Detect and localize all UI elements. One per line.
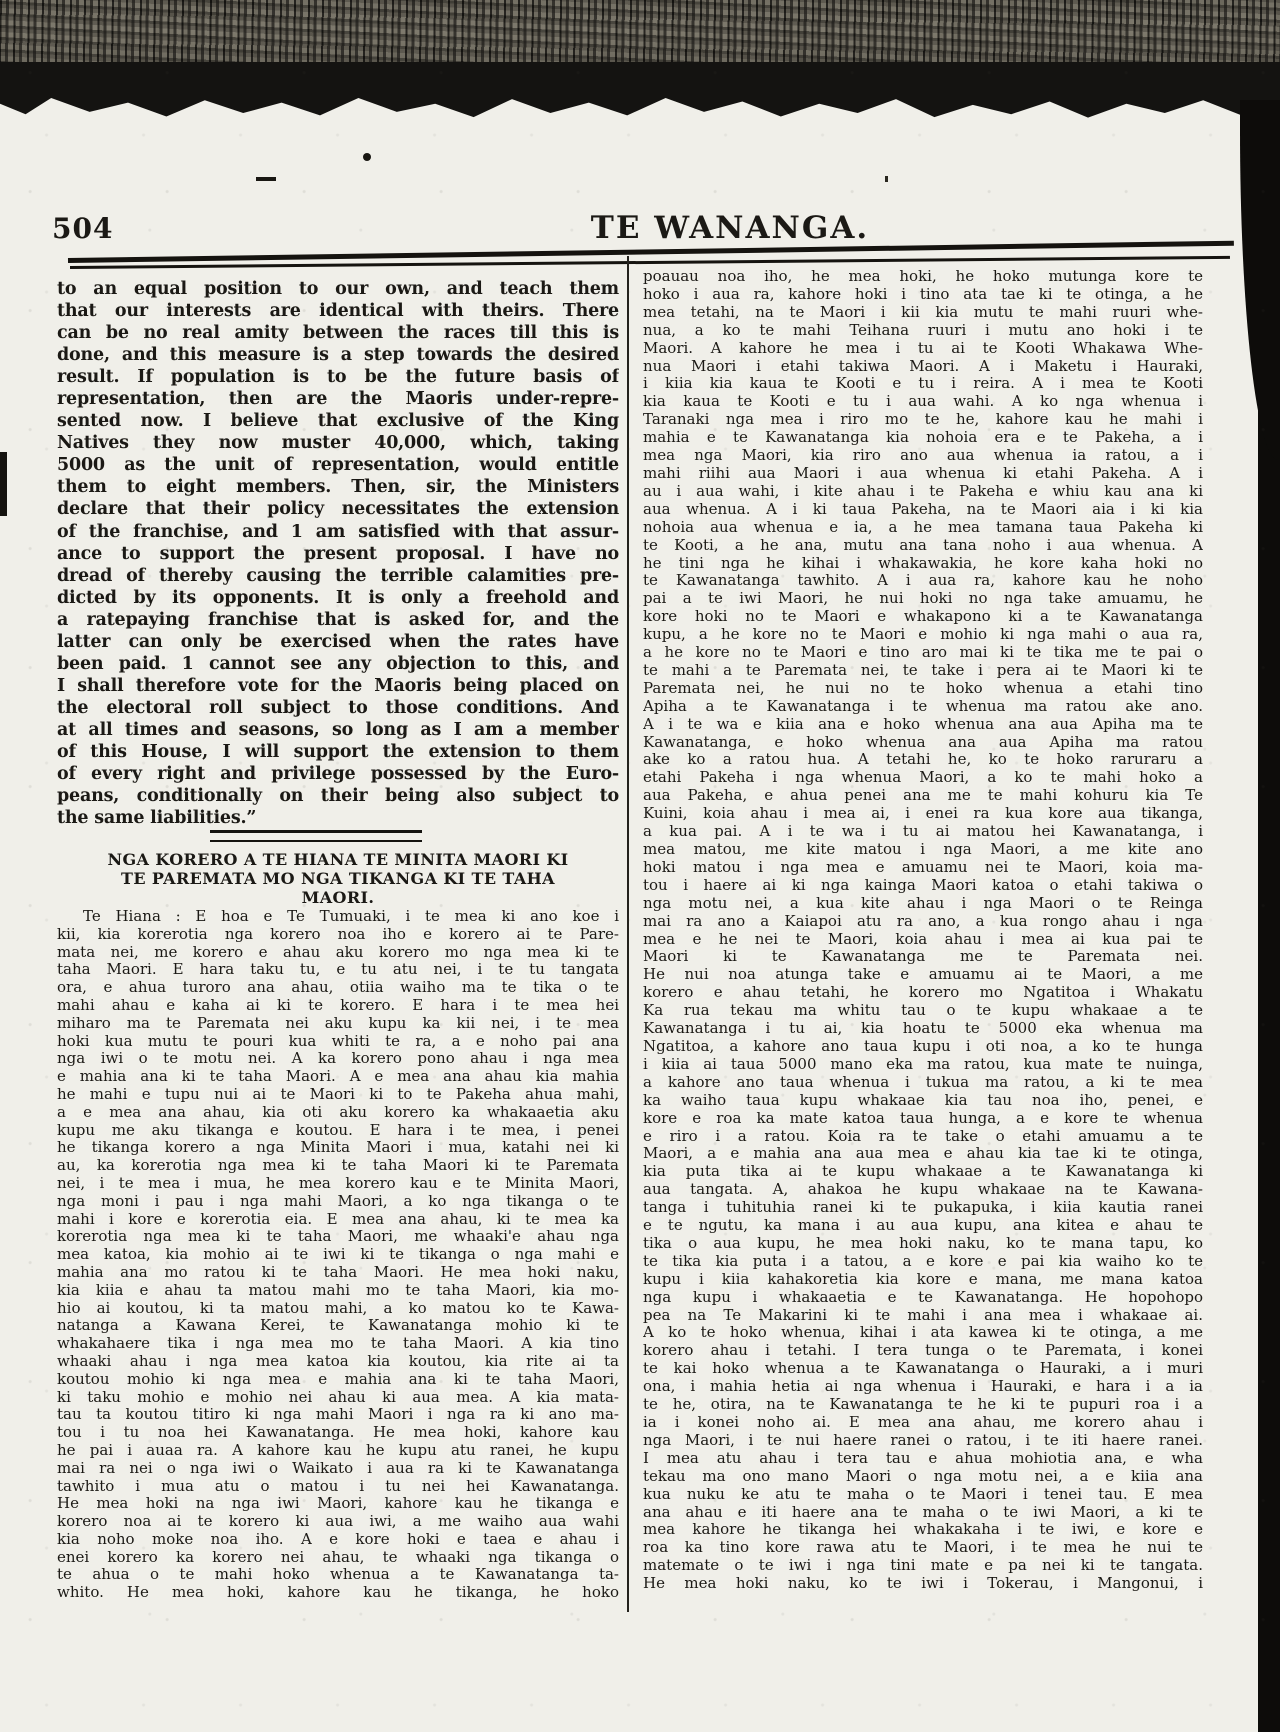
text-line: declare that their policy necessitates the extension: [57, 499, 619, 520]
text-line: he tikanga korero a nga Minita Maori i mua, katahi nei ki: [57, 1139, 619, 1157]
text-line: I shall therefore vote for the Maoris being placed on: [57, 675, 619, 696]
text-line: mahi ahau e kaha ai ki te korero. E hara i te mea hei: [57, 996, 619, 1014]
english-speech-paragraph: [57, 278, 619, 829]
text-line: mea kahore he tikanga hei whakakaha i te iwi, e kore e: [643, 1521, 1203, 1539]
text-line: te kai hoko whenua a te Kawanatanga o Hauraki, a i muri: [643, 1360, 1203, 1378]
text-line: pai a te iwi Maori, he nui hoki no nga take amuamu, he: [643, 590, 1203, 608]
text-line: kupu, a he kore no te Maori e mohio ki nga mahi o aua ra,: [643, 626, 1203, 644]
text-line: Kuini, koia ahau i mea ai, i enei ra kua kore aua tikanga,: [643, 805, 1203, 823]
text-line: nga Maori, i te nui haere ranei o ratou, i te iti haere ranei.: [643, 1431, 1203, 1449]
text-line: Taranaki nga mea i riro mo te he, kahore kau he mahi i: [643, 411, 1203, 429]
text-line: nga motu nei, a kua kite ahau i nga Maori o te Reinga: [643, 894, 1203, 912]
text-line: miharo ma te Paremata nei aku kupu ka kii nei, i te mea: [57, 1014, 619, 1032]
maori-text-left-column: [57, 908, 619, 1602]
text-line: kore e roa ka mate katoa taua hunga, a e kore te whenua: [643, 1109, 1203, 1127]
text-line: Maori ki te Kawanatanga me te Paremata nei.: [643, 948, 1203, 966]
text-line: nga kupu i whakaaetia e te Kawanatanga. He hopohopo: [643, 1288, 1203, 1306]
text-line: kii, kia korerotia nga korero noa iho e korero ai te Pare-: [57, 925, 619, 943]
text-line: tau ta koutou titiro ki nga mahi Maori i nga ra ki ano ma-: [57, 1406, 619, 1424]
text-line: ona, i mahia hetia ai nga whenua i Hauraki, e hara i a ia: [643, 1378, 1203, 1396]
text-line: ance to support the present proposal. I have no: [57, 543, 619, 564]
text-line: of the franchise, and 1 am satisfied with that assur-: [57, 521, 619, 542]
text-line: Kawanatanga, e hoko whenua ana aua Apiha ma ratou: [643, 733, 1203, 751]
text-line: kia puta tika ai te kupu whakaae a te Kawanatanga ki: [643, 1163, 1203, 1181]
text-line: te Kooti, a he ana, mutu ana tana noho i aua whenua. A: [643, 536, 1203, 554]
text-line: ia i konei noho ai. E mea ana ahau, me korero ahau i: [643, 1414, 1203, 1431]
text-line: done, and this measure is a step towards the desired: [57, 345, 619, 366]
text-line: e mahia ana ki te taha Maori. A e mea ana ahau kia mahia: [57, 1068, 619, 1086]
ink-speck: [0, 452, 7, 516]
text-line: he tini nga he kihai i whakawakia, he kore kaha hoki no: [643, 554, 1203, 572]
text-line: nua, a ko te mahi Teihana ruuri i mutu ano hoki i te: [643, 321, 1203, 339]
text-line: tawhito i mua atu o matou i tu nei hei Kawanatanga.: [57, 1477, 619, 1495]
text-line: taha Maori. E hara taku tu, e tu atu nei, i te tu tangata: [57, 961, 619, 979]
text-line: kia kaua te Kooti e tu i aua wahi. A ko nga whenua i: [643, 393, 1203, 411]
text-line: to an equal position to our own, and teach them: [57, 279, 619, 299]
text-line: tekau ma ono mano Maori o nga motu nei, a e kiia ana: [643, 1467, 1203, 1485]
text-line: nga moni i pau i nga mahi Maori, a ko nga tikanga o te: [57, 1192, 619, 1210]
text-line: ake ko a ratou hua. A tetahi he, ko te hoko raruraru a: [643, 751, 1203, 769]
text-line: hoki matou i nga mea e amuamu nei te Maori, koia ma-: [643, 858, 1203, 876]
text-line: te Kawanatanga tawhito. A i aua ra, kahore kau he noho: [643, 572, 1203, 590]
text-line: I mea atu ahau i tera tau e ahua mohiotia ana, e wha: [643, 1449, 1203, 1467]
text-line: hio ai koutou, ki ta matou mahi, a ko matou ko te Kawa-: [57, 1299, 619, 1317]
text-line: hoko i aua ra, kahore hoki i tino ata tae ki te otinga, a he: [643, 285, 1203, 303]
text-line: kupu me aku tikanga e koutou. E hara i te mea, i penei: [57, 1121, 619, 1139]
text-line: whito. He mea hoki, kahore kau he tikanga, he hoko: [57, 1584, 619, 1602]
text-line: nua Maori i etahi takiwa Maori. A i Maketu i Hauraki,: [643, 357, 1203, 375]
text-line: the same liabilities.”: [57, 808, 257, 829]
text-line: He nui noa atunga take e amuamu ai te Maori, a me: [643, 966, 1203, 984]
text-line: mahi i kore e korerotia eia. E mea ana ahau, ki te mea ka: [57, 1210, 619, 1228]
text-line: Ngatitoa, a kahore ano taua kupu i oti noa, a ko te hunga: [643, 1037, 1203, 1055]
text-line: Kawanatanga i tu ai, kia hoatu te 5000 eka whenua ma: [643, 1020, 1203, 1038]
text-line: representation, then are the Maoris under-repre-: [57, 389, 619, 410]
text-line: e riro i a ratou. Koia ra te take o etahi amuamu a te: [643, 1127, 1203, 1145]
text-line: mea tetahi, na te Maori i kii kia mutu te mahi ruuri whe-: [643, 303, 1203, 321]
text-line: etahi Pakeha i nga whenua Maori, a ko te mahi hoko a: [643, 769, 1203, 787]
text-line: koutou mohio ki nga mea e mahia ana ki te taha Maori,: [57, 1370, 619, 1388]
text-line: nei, i te mea i mua, he mea korero kau e te Minita Maori,: [57, 1174, 619, 1192]
text-line: kia kiia e ahau ta matou mahi mo te taha Maori, kia mo-: [57, 1281, 619, 1299]
ink-speck: [256, 177, 276, 181]
text-line: korerotia nga mea ki te taha Maori, me whaaki'e ahau nga: [57, 1228, 619, 1246]
text-line: kua nuku ke atu te maha o te Maori i tenei tau. E mea: [643, 1485, 1203, 1503]
text-line: that our interests are identical with theirs. There: [57, 301, 619, 322]
text-line: nga iwi o te motu nei. A ka korero pono ahau i nga mea: [57, 1050, 619, 1068]
text-line: kupu i kiia kahakoretia kia kore e mana, me mana katoa: [643, 1270, 1203, 1288]
page-corner-shadow: [1240, 100, 1280, 460]
text-line: aua whenua. A i ki taua Pakeha, na te Maori aia i ki kia: [643, 500, 1203, 518]
text-line: ana ahau e iti haere ana te maha o te iwi Maori, a ki te: [643, 1503, 1203, 1521]
article-heading: [57, 850, 619, 908]
text-line: mai ra nei o nga iwi o Waikato i aua ra ki te Kawanatanga: [57, 1459, 619, 1477]
ink-speck: [885, 176, 888, 182]
text-line: latter can only be exercised when the rates have: [57, 631, 619, 652]
text-line: can be no real amity between the races till this is: [57, 323, 619, 344]
text-line: roa ka tino kore rawa atu te Maori, i te mea he nui te: [643, 1539, 1203, 1557]
text-line: of this House, I will support the extension to them: [57, 741, 619, 762]
masthead-title: TE WANANGA.: [590, 210, 870, 246]
text-line: he pai i auaa ra. A kahore kau he kupu atu ranei, he kupu: [57, 1441, 619, 1459]
text-line: pea na Te Makarini ki te mahi i ana mea i whakaae ai.: [643, 1306, 1203, 1324]
text-line: Maori. A kahore he mea i tu ai te Kooti Whakawa Whe-: [643, 339, 1203, 357]
text-line: mahia ana mo ratou ki te taha Maori. He mea hoki naku,: [57, 1263, 619, 1281]
scan-noise-band-edge: [0, 62, 1280, 120]
text-line: tanga i tuhituhia ranei ki te pukapuka, i kiia kautia ranei: [643, 1199, 1203, 1217]
text-line: MAORI.: [301, 888, 375, 908]
text-line: mai ra ano a Kaiapoi atu ra ano, a kua rongo ahau i nga: [643, 912, 1203, 930]
text-line: ka waiho taua kupu whakaae kia tau noa iho, penei, e: [643, 1091, 1203, 1109]
text-line: A ko te hoko whenua, kihai i ata kawea ki te otinga, a me: [643, 1324, 1203, 1342]
page-number: 504: [52, 212, 114, 245]
text-line: kore hoki no te Maori e whakapono ki a te Kawanatanga: [643, 608, 1203, 626]
text-line: mahi riihi aua Maori i aua whenua ki etahi Pakeha. A i: [643, 464, 1203, 482]
text-line: te ahua o te mahi hoko whenua a te Kawanatanga ta-: [57, 1566, 619, 1584]
text-line: whaaki ahau i nga mea katoa kia koutou, kia rite ai ta: [57, 1352, 619, 1370]
text-line: Ka rua tekau ma whitu tau o te kupu whakaae a te: [643, 1002, 1203, 1020]
ink-speck: [363, 153, 371, 161]
text-line: a e mea ana ahau, kia oti aku korero ka whakaaetia aku: [57, 1103, 619, 1121]
text-line: peans, conditionally on their being also subject to: [57, 786, 619, 807]
text-line: he mahi e tupu nui ai te Maori ki to te Pakeha ahua mahi,: [57, 1085, 619, 1103]
text-line: i kiia kia kaua te Kooti e tu i reira. A i mea te Kooti: [643, 375, 1203, 393]
text-line: kia noho moke noa iho. A e kore hoki e taea e ahau i: [57, 1530, 619, 1548]
text-line: au, ka korerotia nga mea ki te taha Maori ki te Paremata: [57, 1157, 619, 1175]
text-line: nohoia aua whenua e ia, a he mea tamana taua Pakeha ki: [643, 518, 1203, 536]
column-divider-rule: [627, 256, 629, 1612]
text-line: tou i tu noa hei Kawanatanga. He mea hoki, kahore kau: [57, 1424, 619, 1442]
text-line: hoki kua mutu te pouri kua whiti te ra, a e noho pai ana: [57, 1032, 619, 1050]
text-line: a kua pai. A i te wa i tu ai matou hei Kawanatanga, i: [643, 823, 1203, 841]
text-line: NGA KORERO A TE HIANA TE MINITA MAORI KI: [107, 850, 569, 869]
maori-text-right-column: [643, 268, 1203, 1593]
text-line: sented now. I believe that exclusive of the King: [57, 411, 619, 432]
text-line: te mahi a te Paremata nei, te take i pera ai te Maori ki te: [643, 661, 1203, 679]
text-line: tika o aua kupu, he mea hoki naku, ko te mana tapu, ko: [643, 1234, 1203, 1252]
text-line: ki taku mohio e mohio nei ahau ki aua mea. A kia mata-: [57, 1388, 619, 1406]
text-line: aua Pakeha, e ahua penei ana me te mahi kohuru kia Te: [643, 787, 1203, 805]
text-line: a kahore ano taua whenua i tukua ma ratou, a ki te mea: [643, 1073, 1203, 1091]
text-line: i kiia ai taua 5000 mano eka ma ratou, kua mate te nuinga,: [643, 1055, 1203, 1073]
text-line: korero e ahau tetahi, he korero mo Ngatitoa i Whakatu: [643, 984, 1203, 1002]
text-line: ora, e ahua turoro ana ahau, otiia waiho ma te tika o te: [57, 979, 619, 997]
text-line: a he kore no te Maori e tino aro mai ki te tika me te pai o: [643, 644, 1203, 662]
text-line: Maori, a e mahia ana aua mea e ahau kia tae ki te otinga,: [643, 1145, 1203, 1163]
text-line: Te Hiana : E hoa e Te Tumuaki, i te mea ki ano koe i: [83, 908, 619, 925]
text-line: result. If population is to be the future basis of: [57, 367, 619, 388]
text-line: Natives they now muster 40,000, which, taking: [57, 433, 619, 454]
text-line: mea e he nei te Maori, koia ahau i mea ai kua pai te: [643, 930, 1203, 948]
text-line: He mea hoki na nga iwi Maori, kahore kau he tikanga e: [57, 1495, 619, 1513]
text-line: e te ngutu, ka mana i au aua kupu, ana kitea e ahau te: [643, 1217, 1203, 1235]
text-line: korero noa ai te korero ki aua iwi, a me waiho aua wahi: [57, 1513, 619, 1531]
text-line: au i aua wahi, i kite ahau i te Pakeha e whiu kau ana ki: [643, 482, 1203, 500]
text-line: a ratepaying franchise that is asked for, and the: [57, 609, 619, 630]
text-line: tou i haere ai ki nga kainga Maori katoa o etahi takiwa o: [643, 876, 1203, 894]
text-line: enei korero ka korero nei ahau, te whaaki nga tikanga o: [57, 1548, 619, 1566]
text-line: dread of thereby causing the terrible calamities pre-: [57, 565, 619, 586]
text-line: TE PAREMATA MO NGA TIKANGA KI TE TAHA: [121, 869, 555, 889]
article-separator-rule: [210, 830, 422, 842]
text-line: whakahaere tika i nga mea mo te taha Maori. A kia tino: [57, 1335, 619, 1353]
text-line: mea katoa, kia mohio ai te iwi ki te tikanga o nga mahi e: [57, 1246, 619, 1264]
text-line: at all times and seasons, so long as I am a member: [57, 719, 619, 740]
text-line: natanga a Kawana Kerei, te Kawanatanga mohio ki te: [57, 1317, 619, 1335]
text-line: A i te wa e kiia ana e hoko whenua ana aua Apiha ma te: [643, 715, 1203, 733]
text-line: te he, otira, na te Kawanatanga te he ki te pupuri roa i a: [643, 1396, 1203, 1414]
text-line: te tika kia puta i a tatou, a e kore e pai kia waiho ko te: [643, 1252, 1203, 1270]
text-line: mata nei, me korero e ahau aku korero mo nga mea ki te: [57, 943, 619, 961]
text-line: 5000 as the unit of representation, would entitle: [57, 455, 619, 476]
text-line: korero ahau i tetahi. I tera tunga o te Paremata, i konei: [643, 1342, 1203, 1360]
text-line: mea nga Maori, kia riro ano aua whenua ia ratou, a i: [643, 447, 1203, 465]
text-line: mahia e te Kawanatanga kia nohoia era e te Pakeha, a i: [643, 429, 1203, 447]
text-line: matemate o te iwi i nga tini mate e pa nei ki te tangata.: [643, 1557, 1203, 1575]
text-line: dicted by its opponents. It is only a freehold and: [57, 587, 619, 608]
text-line: them to eight members. Then, sir, the Ministers: [57, 477, 619, 498]
text-line: Paremata nei, he nui no te hoko whenua a etahi tino: [643, 679, 1203, 697]
text-line: of every right and privilege possessed by the Euro-: [57, 764, 619, 785]
text-line: aua tangata. A, ahakoa he kupu whakaae na te Kawana-: [643, 1181, 1203, 1199]
text-line: poauau noa iho, he mea hoki, he hoko mutunga kore te: [643, 268, 1203, 285]
text-line: Apiha a te Kawanatanga i te whenua ma ratou ake ano.: [643, 697, 1203, 715]
text-line: mea matou, me kite matou i nga Maori, a me kite ano: [643, 841, 1203, 858]
text-line: the electoral roll subject to those conditions. And: [57, 697, 619, 718]
text-line: been paid. 1 cannot see any objection to this, and: [57, 653, 619, 674]
text-line: He mea hoki naku, ko te iwi i Tokerau, i Mangonui, i: [643, 1575, 1203, 1593]
